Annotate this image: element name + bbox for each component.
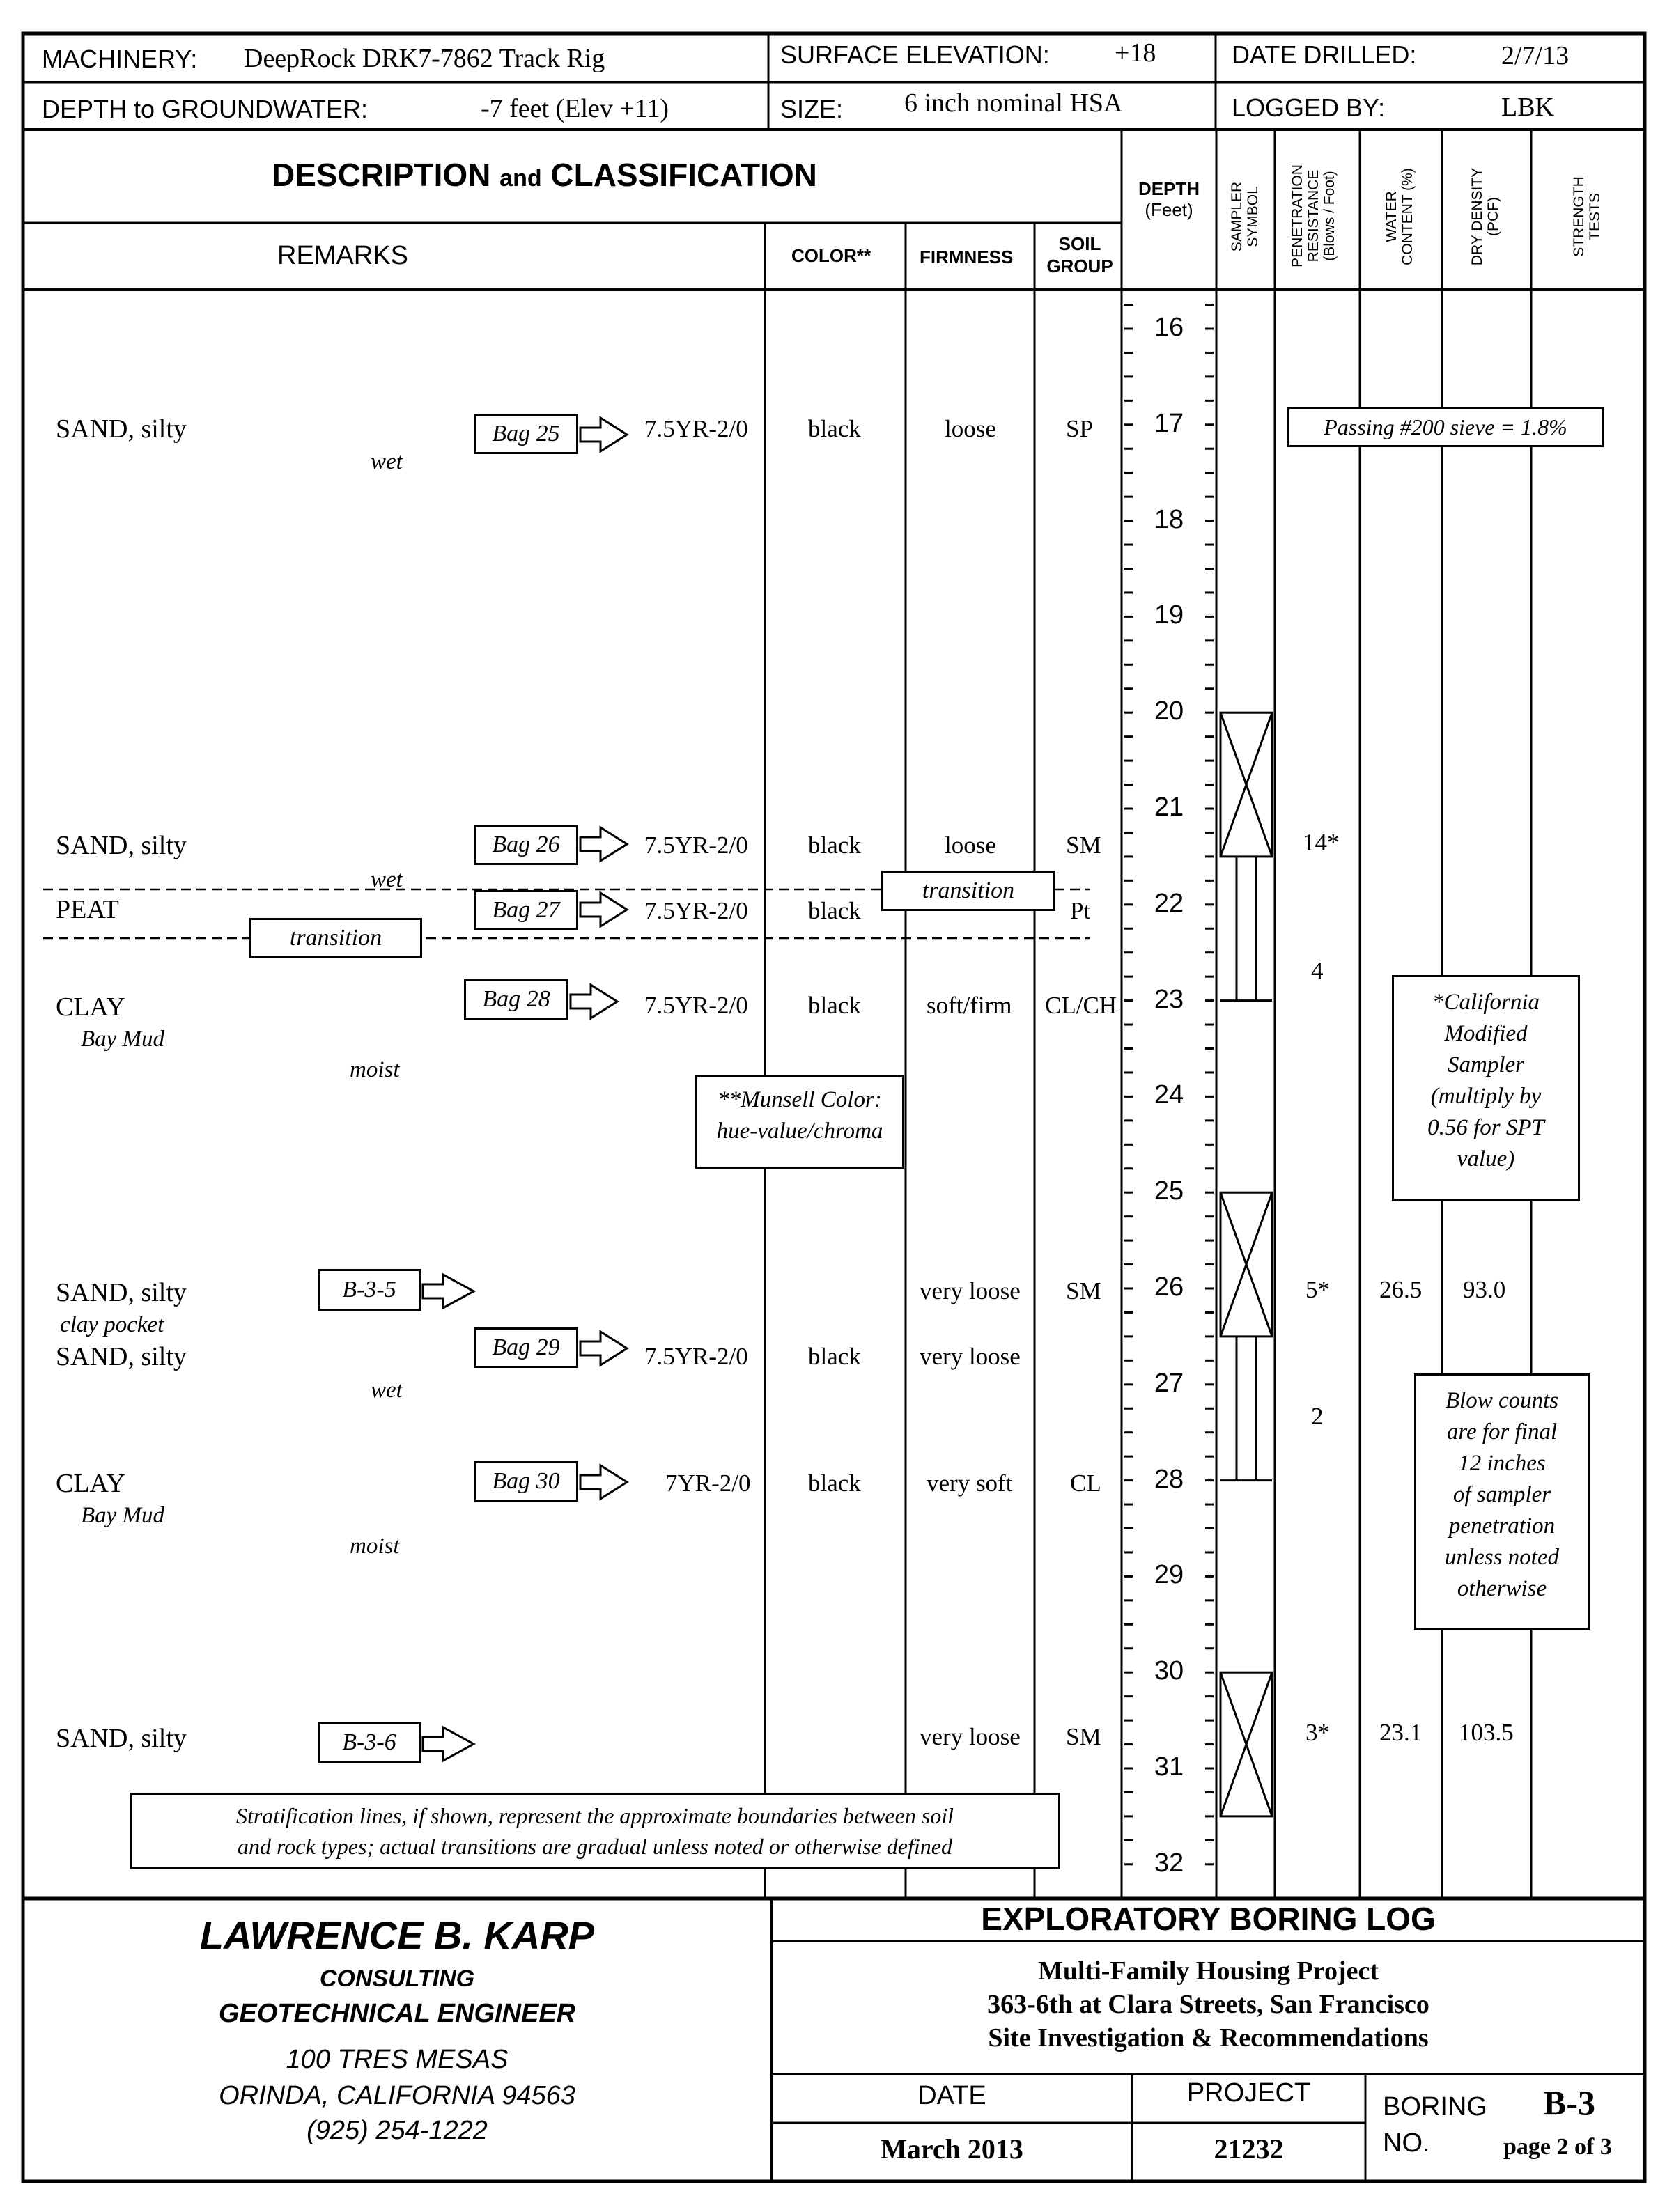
depth-label: 23 [1154, 984, 1184, 1014]
layer-moisture: wet [371, 867, 403, 892]
page-number: page 2 of 3 [1503, 2134, 1612, 2160]
layer-description: PEAT [56, 895, 119, 924]
arrow-icon [423, 1727, 474, 1761]
sample-tag: B-3-6 [318, 1722, 421, 1763]
layer-munsell: 7.5YR-2/0 [644, 992, 748, 1019]
strength-tests-header: STRENGTH TESTS [1571, 176, 1603, 257]
boring-label: BORING [1383, 2092, 1487, 2121]
transition-tag: transition [249, 918, 422, 958]
project-number: 21232 [1214, 2133, 1284, 2165]
layer-firmness: very loose [920, 1723, 1021, 1750]
layer-firmness: very loose [920, 1343, 1021, 1370]
project-address: 363-6th at Clara Streets, San Francisco [987, 1990, 1429, 2019]
note-line: 12 inches [1458, 1451, 1546, 1476]
depth-label: 22 [1154, 888, 1184, 918]
layer-soil-group: SM [1066, 832, 1101, 859]
munsell-note [695, 1075, 904, 1169]
dry-density-value: 93.0 [1463, 1276, 1506, 1303]
description-title-word: CLASSIFICATION [550, 157, 817, 193]
color-header: COLOR** [791, 245, 871, 266]
layer-moisture: moist [350, 1057, 400, 1082]
groundwater-value: -7 feet (Elev +11) [481, 94, 669, 123]
water-content-header: WATER CONTENT (%) [1384, 168, 1416, 265]
depth-label: 21 [1154, 793, 1184, 822]
depth-header-line: (Feet) [1145, 199, 1193, 220]
depth-label: 27 [1154, 1368, 1184, 1398]
project-label: PROJECT [1186, 2078, 1311, 2108]
layer-firmness: loose [945, 415, 996, 442]
note-line: are for final [1446, 1419, 1558, 1444]
boring-number: B-3 [1543, 2083, 1595, 2122]
dry-density-header: DRY DENSITY (PCF) [1469, 167, 1501, 266]
note-line: Modified [1444, 1021, 1528, 1046]
company-engineer: GEOTECHNICAL ENGINEER [218, 1999, 576, 2028]
layer-color: black [808, 415, 861, 442]
layer-firmness: very loose [920, 1277, 1021, 1304]
penetration-value: 4 [1311, 957, 1324, 984]
blow-counts-note [1414, 1373, 1590, 1630]
note-line: 0.56 for SPT [1427, 1115, 1544, 1140]
boring-no-label: NO. [1383, 2128, 1430, 2158]
log-title: EXPLORATORY BORING LOG [981, 1901, 1436, 1937]
depth-label: 31 [1154, 1752, 1184, 1782]
depth-label: 17 [1154, 408, 1184, 438]
sample-tag: Bag 29 [474, 1327, 578, 1368]
project-name: Multi-Family Housing Project [1037, 1956, 1379, 1986]
stratification-note [130, 1793, 1060, 1869]
layer-firmness: soft/firm [927, 992, 1012, 1019]
arrow-icon [571, 985, 617, 1018]
layer-munsell: 7.5YR-2/0 [644, 415, 748, 442]
transition-tag: transition [881, 871, 1055, 911]
depth-label: 19 [1154, 600, 1184, 630]
arrow-icon [423, 1275, 474, 1308]
depth-label: 28 [1154, 1464, 1184, 1494]
sample-tag: Bag 28 [464, 979, 568, 1020]
firmness-header: FIRMNESS [920, 247, 1014, 267]
layer-description: SAND, silty [56, 1724, 187, 1753]
date-label: DATE [917, 2081, 986, 2110]
penetration-value: 2 [1311, 1403, 1324, 1430]
description-title-word: DESCRIPTION [272, 157, 491, 193]
date-drilled-label: DATE DRILLED: [1232, 40, 1417, 69]
layer-color: black [808, 992, 861, 1019]
sampler-symbol-header: SAMPLER SYMBOL [1229, 181, 1261, 252]
company-name: LAWRENCE B. KARP [199, 1913, 595, 1957]
depth-label: 25 [1154, 1176, 1184, 1206]
surface-elevation-value: +18 [1115, 38, 1156, 68]
arrow-icon [580, 893, 627, 926]
note-line: *California [1432, 990, 1540, 1015]
logged-by-label: LOGGED BY: [1232, 93, 1386, 122]
note-line: Stratification lines, if shown, represent the approximate boundaries between soil [235, 1803, 954, 1828]
sieve-test-note: Passing #200 sieve = 1.8% [1287, 407, 1604, 447]
remarks-header: REMARKS [277, 241, 408, 270]
company-address: ORINDA, CALIFORNIA 94563 [219, 2081, 575, 2110]
water-content-value: 23.1 [1379, 1719, 1423, 1746]
surface-elevation-label: SURFACE ELEVATION: [780, 40, 1050, 69]
note-line: and rock types; actual transitions are gradual unless noted or otherwise defined [238, 1834, 952, 1859]
arrow-icon [580, 1465, 627, 1499]
sample-tag: Bag 25 [474, 414, 578, 454]
size-label: SIZE: [780, 95, 844, 123]
depth-label: 20 [1154, 696, 1184, 726]
soil-group-header-line: GROUP [1046, 256, 1113, 276]
penetration-header: PENETRATION RESISTANCE (Blows / Foot) [1289, 164, 1338, 267]
soil-group-header-line: SOIL [1058, 233, 1101, 254]
layer-description: CLAY [56, 992, 125, 1022]
layer-description: SAND, silty [56, 831, 187, 860]
note-line: value) [1457, 1146, 1515, 1171]
arrow-icon [580, 1332, 627, 1365]
date-value: March 2013 [881, 2133, 1023, 2165]
description-title-and: and [499, 165, 542, 192]
layer-firmness: loose [945, 832, 996, 859]
depth-label: 29 [1154, 1560, 1184, 1590]
depth-header-line: DEPTH [1138, 178, 1200, 199]
size-value: 6 inch nominal HSA [904, 88, 1123, 118]
layer-description: SAND, silty [56, 414, 187, 444]
layer-soil-group: CL [1070, 1470, 1101, 1497]
note-line: penetration [1448, 1513, 1556, 1539]
groundwater-label: DEPTH to GROUNDWATER: [42, 95, 369, 123]
water-content-value: 26.5 [1379, 1276, 1423, 1303]
california-sampler-note [1392, 975, 1580, 1201]
penetration-value: 14* [1303, 829, 1340, 856]
layer-color: black [808, 897, 861, 924]
machinery-label: MACHINERY: [42, 45, 198, 73]
note-line: of sampler [1452, 1482, 1551, 1507]
layer-sub-description: Bay Mud [81, 1027, 165, 1052]
layer-sub-description: clay pocket [60, 1312, 164, 1337]
note-line: Blow counts [1445, 1388, 1559, 1413]
arrow-icon [580, 418, 627, 451]
note-line: otherwise [1457, 1576, 1547, 1601]
note-line: unless noted [1444, 1545, 1560, 1570]
company-phone: (925) 254-1222 [307, 2116, 488, 2145]
depth-label: 16 [1154, 313, 1184, 342]
company-address: 100 TRES MESAS [286, 2045, 509, 2074]
note-line: **Munsell Color: [718, 1087, 882, 1112]
dry-density-value: 103.5 [1459, 1719, 1514, 1746]
layer-moisture: moist [350, 1534, 400, 1559]
layer-soil-group: Pt [1070, 897, 1091, 924]
layer-soil-group: SM [1066, 1277, 1101, 1304]
layer-color: black [808, 832, 861, 859]
layer-soil-group: CL/CH [1045, 992, 1117, 1019]
penetration-value: 3* [1305, 1719, 1330, 1746]
layer-soil-group: SP [1066, 415, 1093, 442]
project-scope: Site Investigation & Recommendations [988, 2023, 1429, 2053]
note-line: (multiply by [1430, 1084, 1542, 1109]
company-consulting: CONSULTING [319, 1965, 475, 1992]
layer-color: black [808, 1470, 861, 1497]
penetration-value: 5* [1305, 1276, 1330, 1303]
depth-label: 24 [1154, 1080, 1184, 1110]
layer-munsell: 7YR-2/0 [665, 1470, 751, 1497]
depth-label: 18 [1154, 504, 1184, 534]
layer-munsell: 7.5YR-2/0 [644, 1343, 748, 1370]
layer-munsell: 7.5YR-2/0 [644, 897, 748, 924]
note-line: hue-value/chroma [716, 1119, 883, 1144]
layer-firmness: very soft [927, 1470, 1013, 1497]
sample-tag: B-3-5 [318, 1269, 421, 1311]
sample-tag: Bag 26 [474, 825, 578, 865]
depth-label: 30 [1154, 1656, 1184, 1686]
layer-description: SAND, silty [56, 1278, 187, 1307]
layer-description: CLAY [56, 1469, 125, 1498]
machinery-value: DeepRock DRK7-7862 Track Rig [244, 44, 605, 73]
layer-color: black [808, 1343, 861, 1370]
layer-munsell: 7.5YR-2/0 [644, 832, 748, 859]
sample-tag: Bag 27 [474, 890, 578, 930]
layer-moisture: wet [371, 449, 403, 474]
layer-description: SAND, silty [56, 1342, 187, 1371]
layer-sub-description: Bay Mud [81, 1503, 165, 1528]
date-drilled-value: 2/7/13 [1501, 41, 1570, 70]
sample-tag: Bag 30 [474, 1461, 578, 1502]
logged-by-value: LBK [1501, 93, 1554, 122]
note-line: Sampler [1448, 1052, 1524, 1077]
depth-label: 32 [1154, 1848, 1184, 1878]
depth-label: 26 [1154, 1272, 1184, 1302]
layer-moisture: wet [371, 1378, 403, 1403]
layer-soil-group: SM [1066, 1723, 1101, 1750]
arrow-icon [580, 827, 627, 861]
